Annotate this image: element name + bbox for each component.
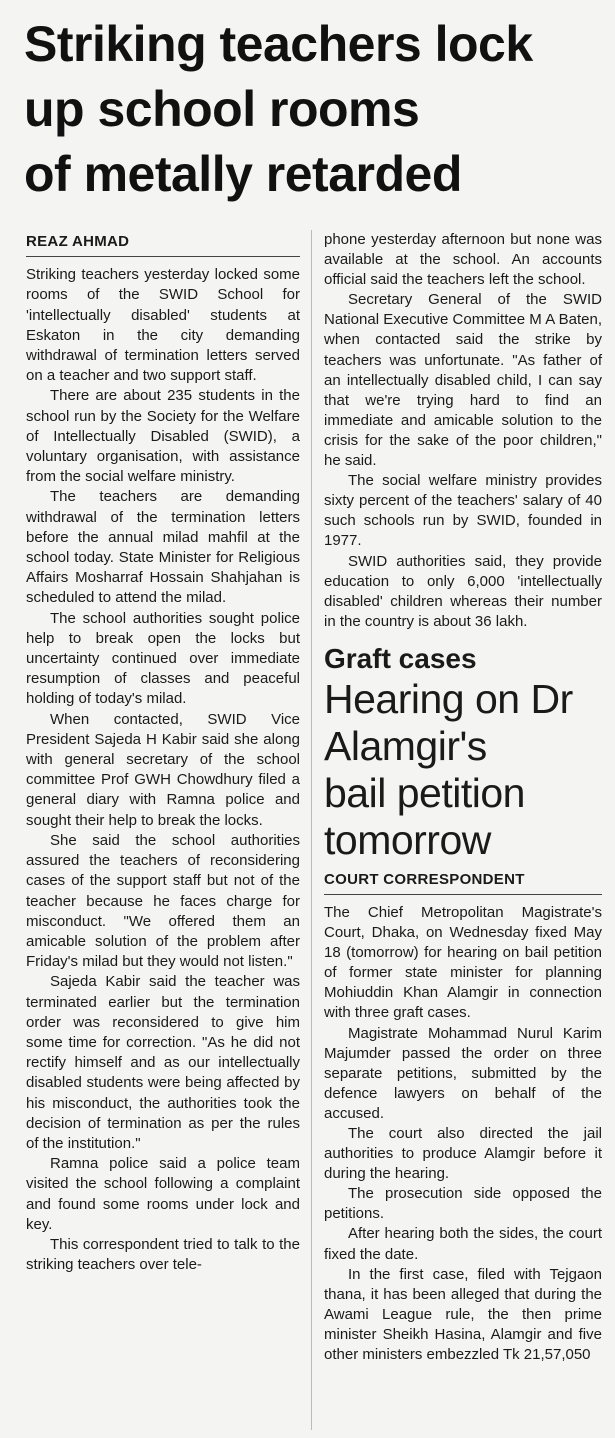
article2-headline: [324, 676, 602, 864]
paragraph: She said the school authorities assured the teachers of reconsidering cases of the support staff but not of the teacher because he faces charge for misconduct. "We offered them an amicable solution of the problem after Friday's milad but they would not listen.": [26, 831, 300, 971]
paragraph: Sajeda Kabir said the teacher was terminated earlier but the termination order was reconsidered to give him some time for correction. "As he did not rectify himself and as our intellectually disabled students were being affected by his misconduct, the authorities took the decision of termination as per the rules of the institution.": [26, 973, 300, 1152]
article-column-1: [26, 232, 300, 1275]
article2-kicker: Graft cases: [324, 642, 477, 674]
headline-line: bail petition: [324, 769, 525, 816]
paragraph: SWID authorities said, they provide education to only 6,000 'intellectually disabled' children whereas their number in the country is about 36 lakh.: [324, 552, 602, 630]
paragraph: The school authorities sought police help to break open the locks but uncertainty continued over immediate resumption of classes and peaceful holding of today's milad.: [26, 609, 300, 708]
paragraph: Secretary General of the SWID National Executive Committee M A Baten, when contacted said the strike by teachers was unfortunate. "As father of an intellectually disabled child, I can say that we're trying hard to find an immediate and amicable solution to the crisis for the sake of the poor children," he said.: [324, 291, 602, 470]
paragraph: When contacted, SWID Vice President Sajeda H Kabir said she along with general secretary of the school committee Prof GWH Chowdhury filed a general diary with Ramna police and sought their help to break the locks.: [26, 710, 300, 829]
paragraph: This correspondent tried to talk to the striking teachers over tele-: [26, 1235, 300, 1274]
paragraph: Ramna police said a police team visited the school following a complaint and found some rooms under lock and key.: [26, 1155, 300, 1233]
headline-line: Hearing on Dr: [324, 675, 573, 722]
headline-line: up school rooms: [24, 81, 420, 137]
paragraph: Striking teachers yesterday locked some rooms of the SWID School for 'intellectually disabled' students at Eskaton in the city demanding withdrawal of termination letters served on a teacher and two support staff.: [26, 266, 300, 385]
article-column-2: [324, 230, 602, 1365]
headline-line: of metally retarded: [24, 146, 462, 202]
paragraph: In the first case, filed with Tejgaon thana, it has been alleged that during the Awami League rule, the then prime minister Sheikh Hasina, Alamgir and five other ministers embezzled Tk 21,57,050: [324, 1265, 602, 1364]
article-headline: [24, 12, 609, 207]
paragraph: The court also directed the jail authorities to produce Alamgir before it during the hearing.: [324, 1125, 602, 1183]
paragraph: The prosecution side opposed the petitions.: [324, 1185, 602, 1223]
headline-line: Alamgir's: [324, 722, 487, 769]
article-byline: REAZ AHMAD: [26, 232, 300, 257]
paragraph: The teachers are demanding withdrawal of the termination letters before the annual milad mahfil at the school today. State Minister for Religious Affairs Mosharraf Hossain Shahjahan is scheduled to attend the milad.: [26, 488, 300, 607]
paragraph: The Chief Metropolitan Magistrate's Court, Dhaka, on Wednesday fixed May 18 (tomorrow) for hearing on bail petition of former state minister for planning Mohiuddin Khan Alamgir in connection with three graft cases.: [324, 903, 602, 1022]
column-divider: [311, 230, 312, 1430]
paragraph: Magistrate Mohammad Nurul Karim Majumder passed the order on three separate petitions, submitted by the defence lawyers on behalf of the accused.: [324, 1024, 602, 1122]
paragraph: The social welfare ministry provides sixty percent of the teachers' salary of 40 such schools run by SWID, founded in 1977.: [324, 472, 602, 550]
article2-byline: COURT CORRESPONDENT: [324, 870, 602, 895]
headline-line: tomorrow: [324, 816, 491, 863]
paragraph: After hearing both the sides, the court fixed the date.: [324, 1225, 602, 1263]
paragraph: There are about 235 students in the school run by the Society for the Welfare of Intellectually Disabled (SWID), a voluntary organisation, with assistance from the social welfare ministry.: [26, 387, 300, 486]
headline-line: Striking teachers lock: [24, 16, 533, 72]
paragraph: phone yesterday afternoon but none was available at the school. An accounts official said the teachers left the school.: [324, 231, 602, 289]
